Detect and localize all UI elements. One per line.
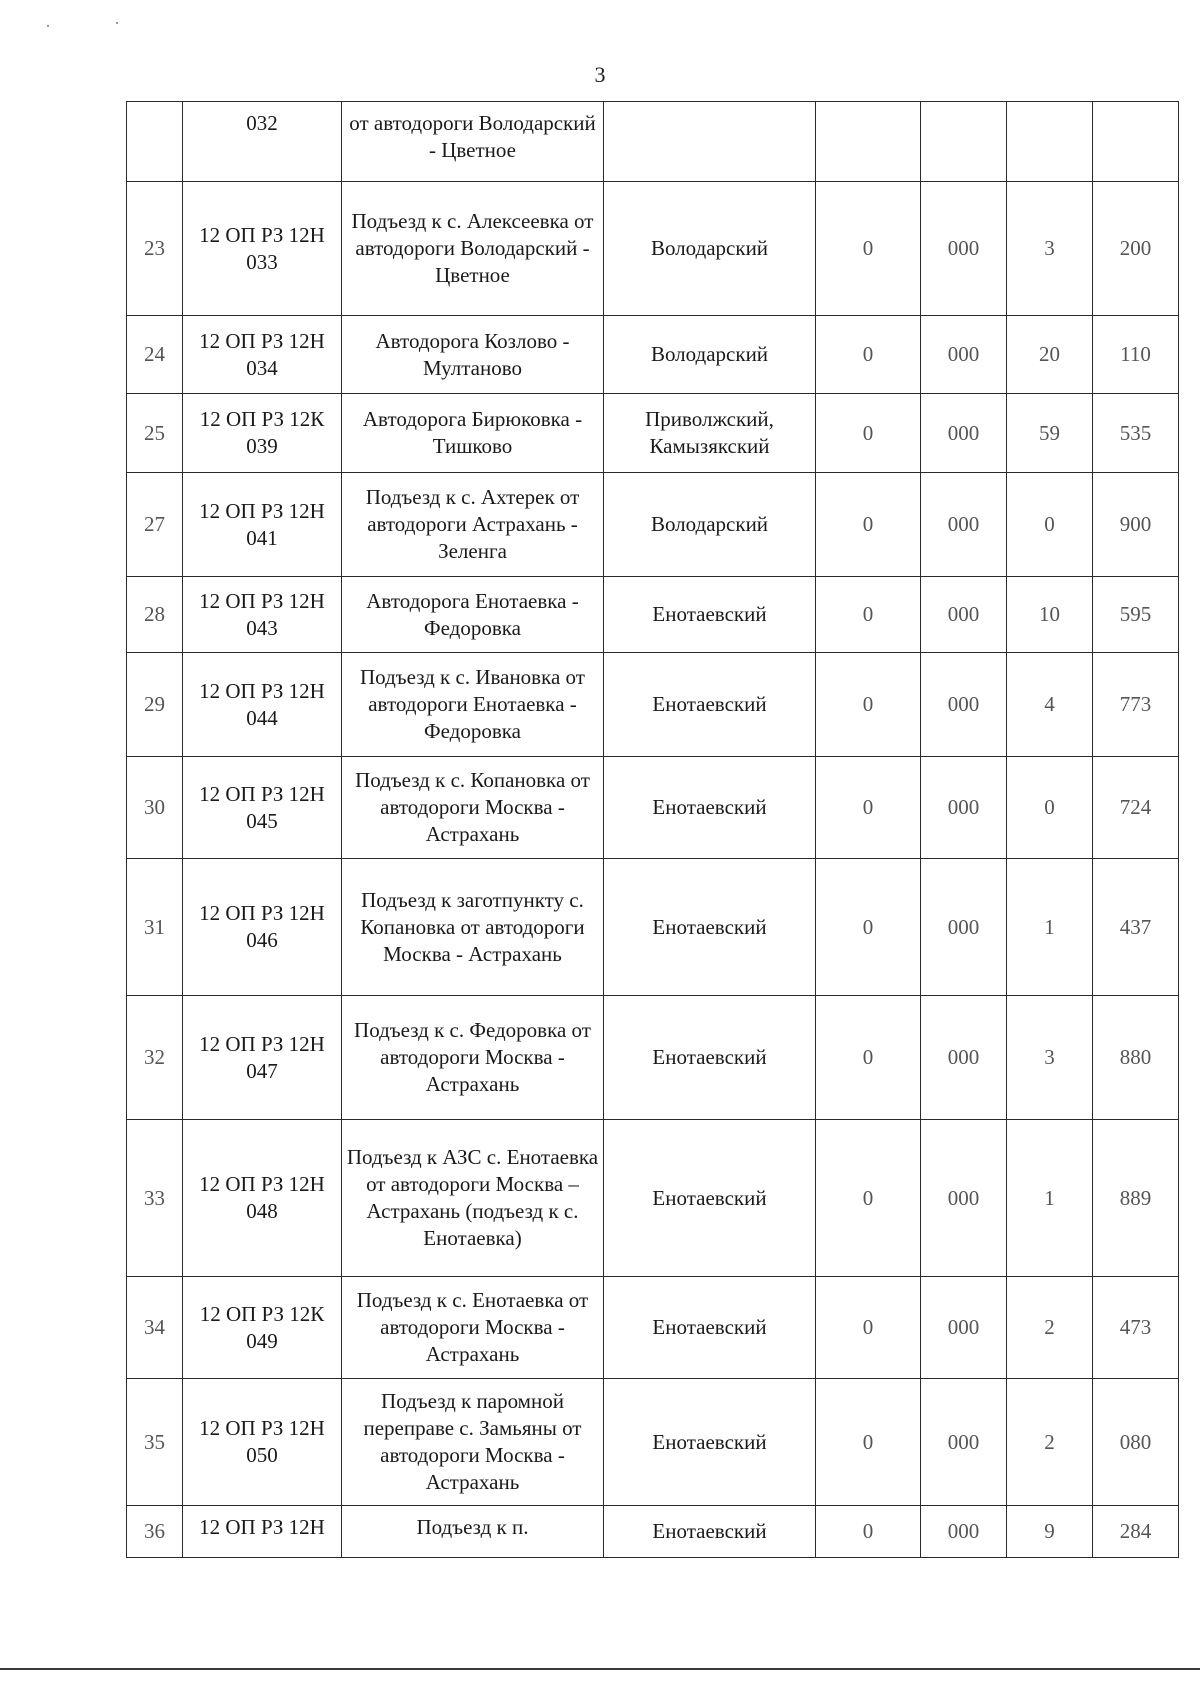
road-code-cell: 12 ОП РЗ 12Н 048	[183, 1120, 342, 1277]
road-name-cell: Подъезд к паромной переправе с. Замьяны от автодороги Москва - Астрахань	[342, 1379, 604, 1506]
road-code-cell: 12 ОП РЗ 12Н 034	[183, 316, 342, 394]
road-name-cell: Автодорога Бирюковка - Тишково	[342, 394, 604, 473]
row-number-cell: 25	[127, 394, 183, 473]
district-cell: Енотаевский	[604, 577, 816, 653]
table-row	[127, 996, 1179, 1120]
m-end-cell: 900	[1093, 473, 1179, 577]
km-start-cell: 0	[816, 182, 921, 316]
road-name-cell: Подъезд к с. Ахтерек от автодороги Астрахань - Зеленга	[342, 473, 604, 577]
road-code-cell: 12 ОП РЗ 12К 049	[183, 1277, 342, 1379]
m-start-cell: 000	[921, 1506, 1007, 1558]
km-start-cell: 0	[816, 859, 921, 996]
table-row	[127, 182, 1179, 316]
row-number-cell: 35	[127, 1379, 183, 1506]
m-start-cell: 000	[921, 473, 1007, 577]
road-name-cell: Подъезд к с. Алексеевка от автодороги Володарский - Цветное	[342, 182, 604, 316]
district-cell: Володарский	[604, 473, 816, 577]
km-start-cell: 0	[816, 1506, 921, 1558]
road-code-cell: 12 ОП РЗ 12Н 043	[183, 577, 342, 653]
m-start-cell: 000	[921, 757, 1007, 859]
m-end-cell	[1093, 102, 1179, 182]
row-number-cell: 30	[127, 757, 183, 859]
km-end-cell: 10	[1007, 577, 1093, 653]
table-row	[127, 316, 1179, 394]
road-name-cell: Автодорога Енотаевка - Федоровка	[342, 577, 604, 653]
road-name-cell: Подъезд к с. Федоровка от автодороги Москва - Астрахань	[342, 996, 604, 1120]
district-cell: Володарский	[604, 316, 816, 394]
row-number-cell: 29	[127, 653, 183, 757]
m-end-cell: 724	[1093, 757, 1179, 859]
road-code-cell: 12 ОП РЗ 12Н 044	[183, 653, 342, 757]
table-row	[127, 394, 1179, 473]
km-end-cell: 3	[1007, 996, 1093, 1120]
road-name-cell: Подъезд к АЗС с. Енотаевка от автодороги Москва – Астрахань (подъезд к с. Енотаевка)	[342, 1120, 604, 1277]
row-number-cell: 23	[127, 182, 183, 316]
district-cell	[604, 102, 816, 182]
road-name-cell: Подъезд к заготпункту с. Копановка от автодороги Москва - Астрахань	[342, 859, 604, 996]
m-start-cell	[921, 102, 1007, 182]
row-number-cell: 28	[127, 577, 183, 653]
road-name-cell: от автодороги Володарский - Цветное	[342, 102, 604, 182]
row-number-cell: 36	[127, 1506, 183, 1558]
page-number: 3	[594, 62, 606, 87]
m-start-cell: 000	[921, 996, 1007, 1120]
district-cell: Приволжский, Камызякский	[604, 394, 816, 473]
m-end-cell: 284	[1093, 1506, 1179, 1558]
table-row	[127, 1277, 1179, 1379]
road-code-cell: 12 ОП РЗ 12Н 033	[183, 182, 342, 316]
row-number-cell: 34	[127, 1277, 183, 1379]
road-name-cell: Подъезд к с. Ивановка от автодороги Енотаевка - Федоровка	[342, 653, 604, 757]
m-end-cell: 080	[1093, 1379, 1179, 1506]
km-end-cell: 1	[1007, 859, 1093, 996]
road-code-cell: 12 ОП РЗ 12Н 045	[183, 757, 342, 859]
table-row	[127, 102, 1179, 182]
km-end-cell	[1007, 102, 1093, 182]
district-cell: Енотаевский	[604, 1120, 816, 1277]
km-start-cell: 0	[816, 1120, 921, 1277]
road-code-cell: 12 ОП РЗ 12Н 046	[183, 859, 342, 996]
km-end-cell: 1	[1007, 1120, 1093, 1277]
m-start-cell: 000	[921, 316, 1007, 394]
km-end-cell: 20	[1007, 316, 1093, 394]
km-start-cell: 0	[816, 653, 921, 757]
road-code-cell: 12 ОП РЗ 12К 039	[183, 394, 342, 473]
district-cell: Енотаевский	[604, 996, 816, 1120]
m-end-cell: 880	[1093, 996, 1179, 1120]
row-number-cell	[127, 102, 183, 182]
m-start-cell: 000	[921, 653, 1007, 757]
row-number-cell: 33	[127, 1120, 183, 1277]
road-code-cell: 12 ОП РЗ 12Н 047	[183, 996, 342, 1120]
km-end-cell: 0	[1007, 473, 1093, 577]
km-end-cell: 0	[1007, 757, 1093, 859]
m-end-cell: 110	[1093, 316, 1179, 394]
row-number-cell: 31	[127, 859, 183, 996]
km-start-cell	[816, 102, 921, 182]
district-cell: Енотаевский	[604, 859, 816, 996]
m-end-cell: 595	[1093, 577, 1179, 653]
scan-speck	[116, 22, 118, 24]
m-end-cell: 535	[1093, 394, 1179, 473]
row-number-cell: 32	[127, 996, 183, 1120]
m-start-cell: 000	[921, 859, 1007, 996]
m-start-cell: 000	[921, 577, 1007, 653]
road-code-cell: 12 ОП РЗ 12Н 050	[183, 1379, 342, 1506]
km-end-cell: 3	[1007, 182, 1093, 316]
district-cell: Енотаевский	[604, 1277, 816, 1379]
road-name-cell: Подъезд к п.	[342, 1506, 604, 1558]
km-start-cell: 0	[816, 577, 921, 653]
km-end-cell: 9	[1007, 1506, 1093, 1558]
table-row	[127, 473, 1179, 577]
row-number-cell: 24	[127, 316, 183, 394]
road-name-cell: Подъезд к с. Енотаевка от автодороги Москва - Астрахань	[342, 1277, 604, 1379]
scan-speck	[47, 25, 49, 27]
km-start-cell: 0	[816, 1379, 921, 1506]
road-registry-table	[126, 101, 1179, 1558]
km-start-cell: 0	[816, 1277, 921, 1379]
m-end-cell: 437	[1093, 859, 1179, 996]
district-cell: Енотаевский	[604, 1379, 816, 1506]
km-end-cell: 2	[1007, 1379, 1093, 1506]
m-end-cell: 200	[1093, 182, 1179, 316]
road-code-cell: 12 ОП РЗ 12Н 041	[183, 473, 342, 577]
district-cell: Енотаевский	[604, 757, 816, 859]
district-cell: Енотаевский	[604, 653, 816, 757]
km-end-cell: 59	[1007, 394, 1093, 473]
km-start-cell: 0	[816, 757, 921, 859]
table-body	[127, 102, 1179, 1558]
table-row	[127, 577, 1179, 653]
bottom-rule	[0, 1668, 1200, 1670]
m-start-cell: 000	[921, 182, 1007, 316]
m-start-cell: 000	[921, 1277, 1007, 1379]
km-end-cell: 4	[1007, 653, 1093, 757]
m-start-cell: 000	[921, 1120, 1007, 1277]
m-end-cell: 889	[1093, 1120, 1179, 1277]
row-number-cell: 27	[127, 473, 183, 577]
district-cell: Володарский	[604, 182, 816, 316]
table-row	[127, 859, 1179, 996]
m-end-cell: 473	[1093, 1277, 1179, 1379]
km-end-cell: 2	[1007, 1277, 1093, 1379]
district-cell: Енотаевский	[604, 1506, 816, 1558]
road-name-cell: Подъезд к с. Копановка от автодороги Москва - Астрахань	[342, 757, 604, 859]
road-name-cell: Автодорога Козлово - Мултаново	[342, 316, 604, 394]
table-row	[127, 1506, 1179, 1558]
table-row	[127, 1120, 1179, 1277]
m-end-cell: 773	[1093, 653, 1179, 757]
km-start-cell: 0	[816, 996, 921, 1120]
km-start-cell: 0	[816, 473, 921, 577]
road-code-cell: 032	[183, 102, 342, 182]
km-start-cell: 0	[816, 394, 921, 473]
table-row	[127, 1379, 1179, 1506]
m-start-cell: 000	[921, 1379, 1007, 1506]
table-row	[127, 757, 1179, 859]
m-start-cell: 000	[921, 394, 1007, 473]
table-row	[127, 653, 1179, 757]
road-code-cell: 12 ОП РЗ 12Н	[183, 1506, 342, 1558]
km-start-cell: 0	[816, 316, 921, 394]
